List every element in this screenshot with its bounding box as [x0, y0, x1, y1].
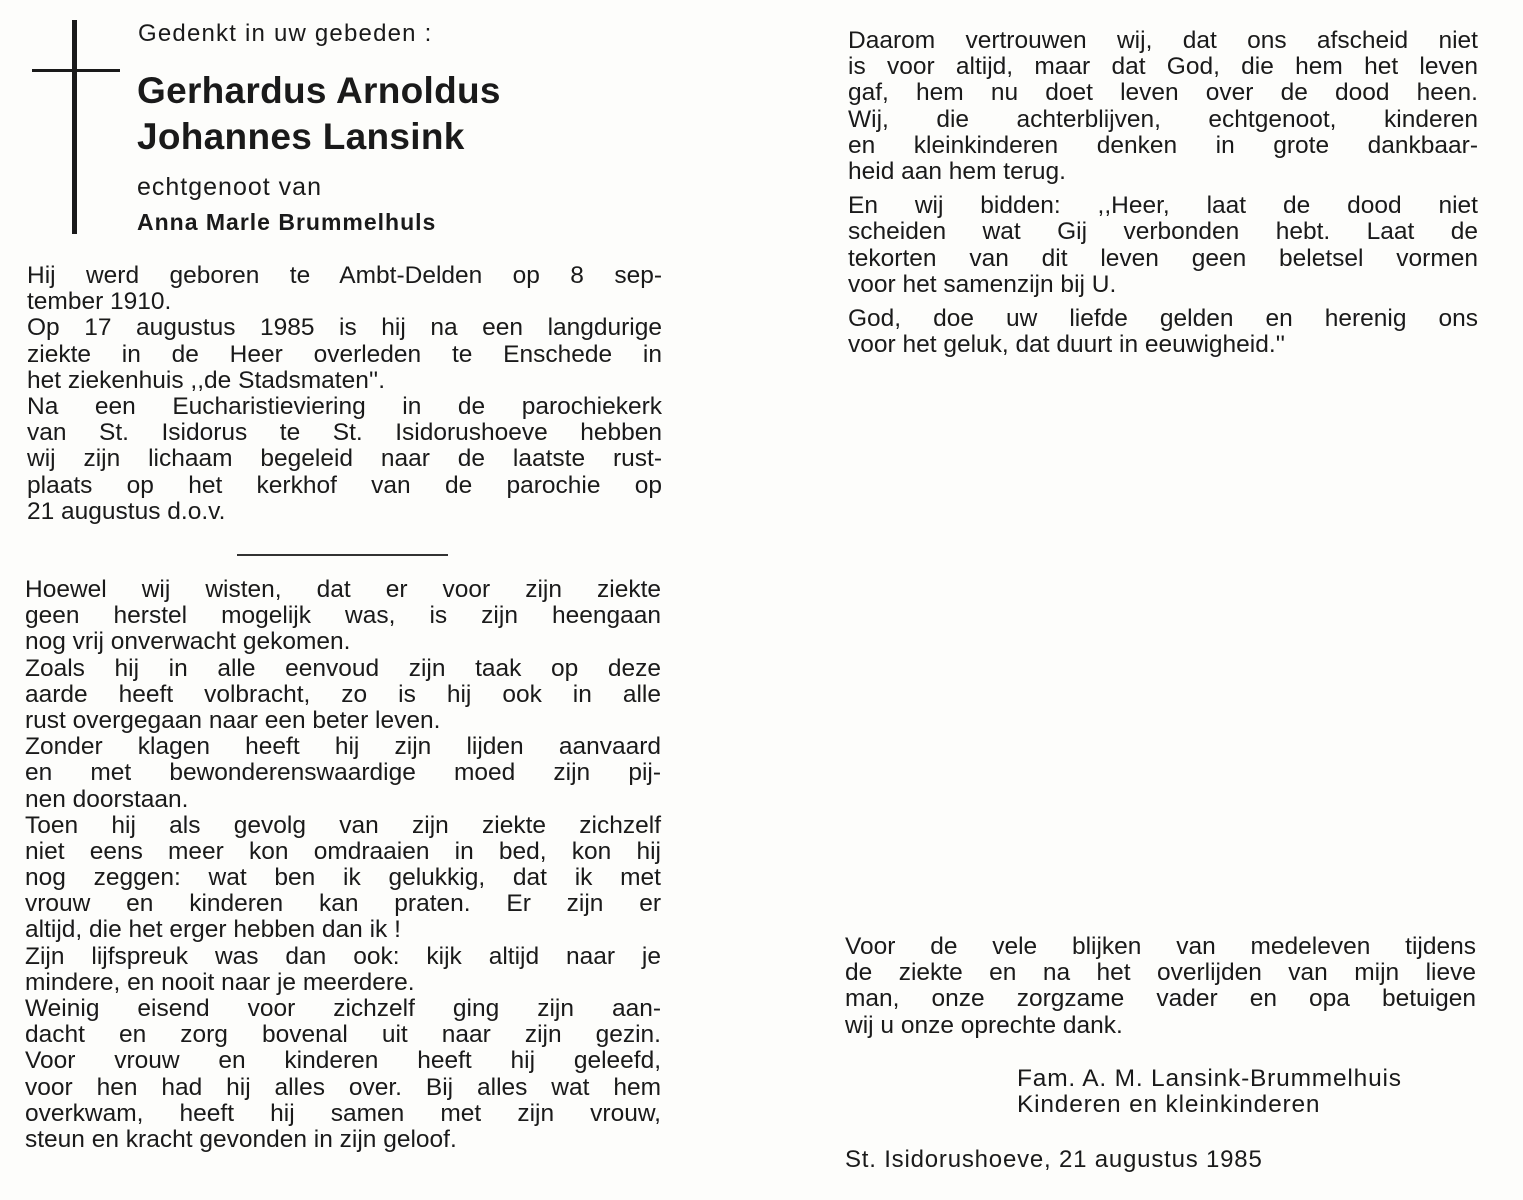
text-line: mindere, en nooit naar je meerdere.	[25, 968, 415, 996]
text-line: rust overgegaan naar een beter leven.	[25, 706, 441, 734]
text-line: Hij werd geboren te Ambt-Delden op 8 sep-	[27, 262, 662, 289]
text-line: aarde heeft volbracht, zo is hij ook in alle	[25, 680, 661, 708]
signature-line-1: Fam. A. M. Lansink-Brummelhuis	[1017, 1065, 1402, 1092]
paragraph	[25, 996, 661, 1153]
text-line: 21 augustus d.o.v.	[27, 497, 226, 525]
deceased-name	[137, 68, 501, 160]
paragraph	[27, 315, 662, 394]
text-line: Na een Eucharistieviering in de parochiekerk	[27, 392, 662, 420]
bio-text	[27, 263, 662, 525]
text-line: nog vrij onverwacht gekomen.	[25, 628, 351, 656]
text-line: Op 17 augustus 1985 is hij na een langdurige	[27, 314, 662, 342]
cross-icon-arm	[32, 69, 120, 72]
signature-line-2: Kinderen en kleinkinderen	[1017, 1091, 1321, 1118]
text-line: voor hen had hij alles over. Bij alles wat hem	[25, 1073, 661, 1101]
text-line: nen doorstaan.	[25, 785, 189, 813]
intro-text: Gedenkt in uw gebeden :	[138, 20, 433, 47]
paragraph	[25, 944, 661, 996]
prayer-text	[848, 28, 1478, 358]
text-line: Daarom vertrouwen wij, dat ons afscheid niet	[848, 27, 1478, 54]
text-line: voor het samenzijn bij U.	[848, 270, 1117, 298]
text-line: scheiden wat Gij verbonden hebt. Laat de	[848, 218, 1478, 246]
text-line: God, doe uw liefde gelden en herenig ons	[848, 304, 1478, 332]
paragraph	[848, 306, 1478, 358]
signature	[1017, 1066, 1402, 1118]
divider	[237, 554, 448, 556]
place-date: St. Isidorushoeve, 21 augustus 1985	[845, 1146, 1263, 1173]
paragraph	[27, 263, 662, 315]
spouse-label: echtgenoot van	[137, 173, 322, 201]
memories-text	[25, 577, 661, 1153]
name-line-2: Johannes Lansink	[137, 116, 465, 157]
text-line: overkwam, heeft hij samen met zijn vrouw,	[25, 1099, 661, 1127]
text-line: de ziekte en na het overlijden van mijn lieve	[845, 959, 1476, 987]
text-line: man, onze zorgzame vader en opa betuigen	[845, 985, 1476, 1013]
paragraph	[25, 577, 661, 656]
text-line: gaf, hem nu doet leven over de dood heen.	[848, 79, 1478, 107]
text-line: en met bewonderenswaardige moed zijn pij-	[25, 759, 661, 787]
text-line: nog zeggen: wat ben ik gelukkig, dat ik met	[25, 864, 661, 892]
text-line: Hoewel wij wisten, dat er voor zijn ziekte	[25, 576, 661, 603]
paragraph	[848, 193, 1478, 298]
text-line: Zijn lijfspreuk was dan ook: kijk altijd naar je	[25, 942, 661, 970]
text-line: Zoals hij in alle eenvoud zijn taak op deze	[25, 654, 661, 682]
text-line: Voor vrouw en kinderen heeft hij geleefd,	[25, 1047, 661, 1075]
text-line: het ziekenhuis ,,de Stadsmaten''.	[27, 366, 386, 394]
text-line: heid aan hem terug.	[848, 157, 1066, 185]
text-line: Toen hij als gevolg van zijn ziekte zichzelf	[25, 811, 661, 839]
text-line: tember 1910.	[27, 288, 172, 316]
text-line: Weinig eisend voor zichzelf ging zijn aan-	[25, 995, 661, 1022]
text-line: wij zijn lichaam begeleid naar de laatste rust-	[27, 445, 662, 473]
text-line: en kleinkinderen denken in grote dankbaar-	[848, 131, 1478, 159]
cross-icon	[72, 20, 77, 234]
text-line: Zonder klagen heeft hij zijn lijden aanvaard	[25, 733, 661, 761]
text-line: Voor de vele blijken van medeleven tijdens	[845, 933, 1476, 960]
text-line: altijd, die het erger hebben dan ik !	[25, 916, 401, 944]
spouse-name: Anna Marle Brummelhuls	[137, 209, 437, 235]
text-line: dacht en zorg bovenal uit naar zijn gezin.	[25, 1021, 661, 1049]
text-line: tekorten van dit leven geen beletsel vormen	[848, 244, 1478, 272]
text-line: steun en kracht gevonden in zijn geloof.	[25, 1125, 457, 1153]
text-line: plaats op het kerkhof van de parochie op	[27, 471, 662, 499]
paragraph	[27, 394, 662, 525]
paragraph	[848, 28, 1478, 185]
text-line: is voor altijd, maar dat God, die hem het leven	[848, 53, 1478, 81]
text-line: voor het geluk, dat duurt in eeuwigheid.''	[848, 331, 1286, 359]
text-line: vrouw en kinderen kan praten. Er zijn er	[25, 890, 661, 918]
text-line: van St. Isidorus te St. Isidorushoeve hebben	[27, 419, 662, 447]
paragraph	[25, 656, 661, 735]
text-line: niet eens meer kon omdraaien in bed, kon hij	[25, 837, 661, 865]
thanks-text	[845, 934, 1476, 1039]
paragraph	[845, 934, 1476, 1039]
text-line: wij u onze oprechte dank.	[845, 1011, 1123, 1039]
text-line: En wij bidden: ,,Heer, laat de dood niet	[848, 192, 1478, 220]
text-line: geen herstel mogelijk was, is zijn heengaan	[25, 602, 661, 630]
name-line-1: Gerhardus Arnoldus	[137, 70, 501, 111]
text-line: Wij, die achterblijven, echtgenoot, kinderen	[848, 105, 1478, 133]
text-line: ziekte in de Heer overleden te Enschede in	[27, 340, 662, 368]
paragraph	[25, 813, 661, 944]
paragraph	[25, 734, 661, 813]
